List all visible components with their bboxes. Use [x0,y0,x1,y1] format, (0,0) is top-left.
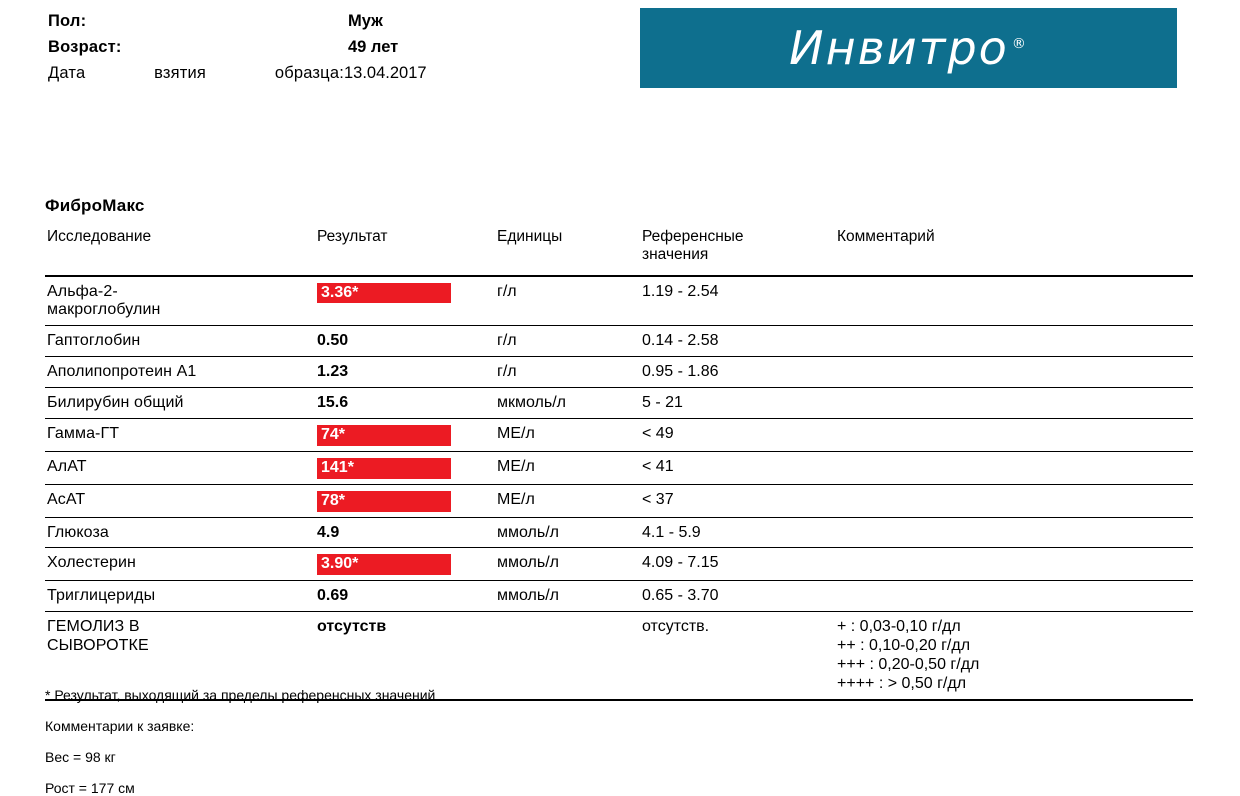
hemolysis-scale-line-1: + : 0,03-0,10 г/дл [837,618,961,636]
out-of-range-badge: 141* [317,458,451,479]
report-header [0,8,1240,104]
invitro-logo [640,8,1177,88]
out-of-range-badge: 3.90* [317,554,451,575]
sample-date-label-part-2: взятия [154,64,207,82]
results-table-body [45,276,1193,703]
out-of-range-badge: 3.36* [317,283,451,304]
analyte-reference: 5 - 21 [640,388,835,419]
analyte-reference: 0.65 - 3.70 [640,581,835,612]
analyte-units: ммоль/л [495,548,640,581]
panel-title: ФиброМакс [45,196,145,215]
footnote-weight: Вес = 98 кг [45,749,116,765]
results-table [45,226,1193,701]
column-header-result: Результат [315,226,495,276]
analyte-result: 15.6 [315,388,495,419]
analyte-name-line1: Альфа-2- [47,282,118,300]
analyte-reference: 4.09 - 7.15 [640,548,835,581]
patient-info-row-sex [48,12,608,38]
analyte-name [45,276,315,326]
sample-date-label-part-3: образца: [274,64,344,82]
column-header-comment: Комментарий [835,226,1193,276]
patient-sex-value: Муж [348,12,383,30]
out-of-range-badge: 74* [317,425,451,446]
analyte-units: ммоль/л [495,581,640,612]
sample-date-label-part-1: Дата [48,64,86,82]
analyte-name: АлАТ [45,451,315,484]
table-row [45,517,1193,548]
results-section [45,196,1195,701]
analyte-comment [835,581,1193,612]
analyte-result [315,451,495,484]
sample-date-label [48,64,344,83]
analyte-comment [835,418,1193,451]
patient-age-label: Возраст: [48,38,122,56]
analyte-name-line1: ГЕМОЛИЗ В [47,618,140,636]
hemolysis-scale-line-3: +++ : 0,20-0,50 г/дл [837,655,980,673]
footnote-out-of-range: * Результат, выходящий за пределы референсных значений [45,687,436,703]
footnotes-section [45,688,1145,795]
analyte-result [315,548,495,581]
table-row [45,484,1193,517]
analyte-units: г/л [495,326,640,357]
analyte-result: 1.23 [315,357,495,388]
analyte-comment [835,451,1193,484]
analyte-result: 4.9 [315,517,495,548]
analyte-result [315,276,495,326]
analyte-result: отсутств [315,612,495,700]
analyte-result: 0.50 [315,326,495,357]
analyte-units: ммоль/л [495,517,640,548]
analyte-units [495,612,640,700]
analyte-units: МЕ/л [495,484,640,517]
analyte-name: АсАТ [45,484,315,517]
analyte-comment [835,612,1193,700]
analyte-name: Билирубин общий [45,388,315,419]
analyte-name: Гамма-ГТ [45,418,315,451]
table-row [45,388,1193,419]
analyte-comment [835,484,1193,517]
analyte-name: Гаптоглобин [45,326,315,357]
footnote-height: Рост = 177 см [45,780,135,796]
hemolysis-scale-line-4: ++++ : > 0,50 г/дл [837,674,967,692]
analyte-name: Холестерин [45,548,315,581]
analyte-reference: отсутств. [640,612,835,700]
results-table-header-row [45,226,1193,276]
column-header-reference [640,226,835,276]
analyte-name: Глюкоза [45,517,315,548]
analyte-reference: 1.19 - 2.54 [640,276,835,326]
analyte-reference: < 37 [640,484,835,517]
analyte-comment [835,326,1193,357]
table-row [45,581,1193,612]
table-row [45,276,1193,326]
analyte-comment [835,517,1193,548]
column-header-reference-line2: значения [642,246,709,264]
table-row [45,451,1193,484]
invitro-logo-wordmark: Инвитро [789,21,1009,75]
results-table-head [45,226,1193,276]
footnote-order-comments-title: Комментарии к заявке: [45,718,195,734]
patient-sex-label: Пол: [48,12,87,30]
table-row [45,326,1193,357]
analyte-name: Триглицериды [45,581,315,612]
analyte-units: г/л [495,357,640,388]
patient-info-row-sample-date [48,64,608,90]
analyte-result [315,418,495,451]
table-row [45,357,1193,388]
patient-info-row-age [48,38,608,64]
table-row [45,418,1193,451]
column-header-reference-line1: Референсные [642,228,744,245]
analyte-reference: 4.1 - 5.9 [640,517,835,548]
analyte-comment [835,388,1193,419]
analyte-result [315,484,495,517]
analyte-reference: 0.14 - 2.58 [640,326,835,357]
patient-age-value: 49 лет [348,38,399,56]
analyte-units: мкмоль/л [495,388,640,419]
analyte-name: Аполипопротеин A1 [45,357,315,388]
invitro-logo-text [789,21,1028,75]
column-header-name: Исследование [45,226,315,276]
analyte-reference: < 41 [640,451,835,484]
analyte-comment [835,276,1193,326]
patient-info-block [48,12,608,90]
table-row [45,548,1193,581]
analyte-reference: 0.95 - 1.86 [640,357,835,388]
out-of-range-badge: 78* [317,491,451,512]
analyte-units: г/л [495,276,640,326]
analyte-comment [835,548,1193,581]
analyte-result: 0.69 [315,581,495,612]
analyte-units: МЕ/л [495,451,640,484]
analyte-name-line2: СЫВОРОТКЕ [47,637,149,655]
registered-trademark-icon: ® [1011,35,1028,52]
analyte-units: МЕ/л [495,418,640,451]
column-header-units: Единицы [495,226,640,276]
analyte-comment [835,357,1193,388]
sample-date-value: 13.04.2017 [344,64,427,82]
analyte-name-line2: макроглобулин [47,301,161,319]
analyte-reference: < 49 [640,418,835,451]
hemolysis-scale-line-2: ++ : 0,10-0,20 г/дл [837,637,971,655]
